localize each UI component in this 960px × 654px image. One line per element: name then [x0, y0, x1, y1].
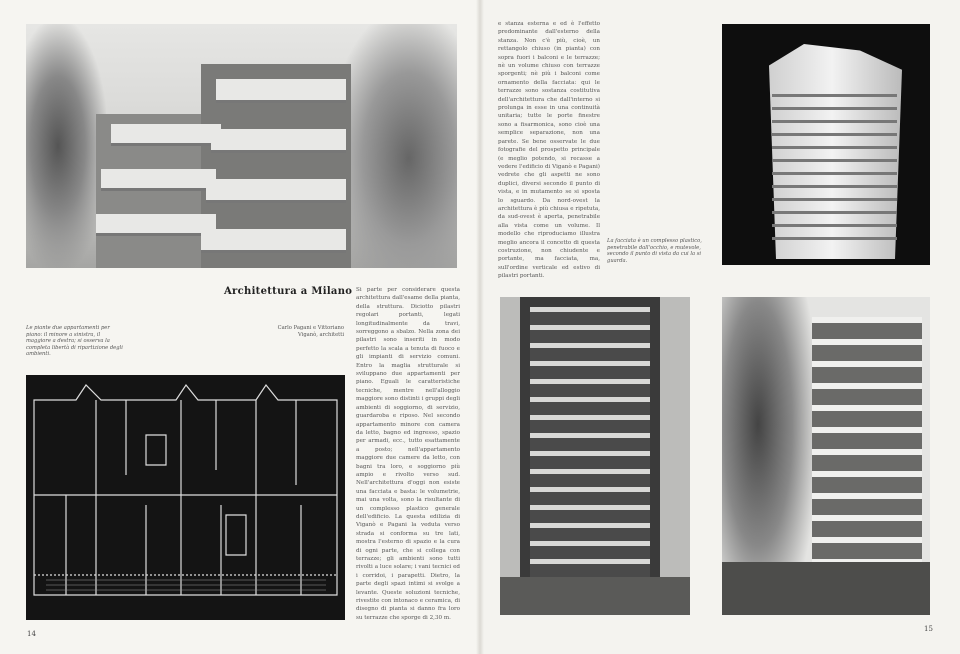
building-photo-northwest	[500, 297, 690, 615]
plan-caption: Le piante due appartamenti per piano: il minore a sinistra, il maggiore a destra; si osserva la completa libertà di ripartizione degli ambienti.	[26, 325, 123, 358]
building-photo-top	[26, 24, 457, 268]
building-photo-southwest	[722, 297, 930, 615]
page-number-left: 14	[27, 630, 36, 638]
model-photo	[722, 24, 930, 265]
right-page	[480, 0, 960, 654]
page-number-right: 15	[924, 625, 933, 633]
authors-credit: Carlo Pagani e Vittoriano Viganò, architetti	[277, 325, 344, 338]
right-body-text: e stanza esterna e ed è l'effetto predominante dall'esterno della stanza. Non c'è più, cioè, un rettangolo chiuso (in pianta) con sopra fuori i balconi e le terrazze; nè un volume chiuso con terrazze sporgenti; nè più i balconi come ornamento della facciata: qui le terrazze sono sostanza costitutiva dell'architettura che dall'interno si prolunga in esse in una continuità unitaria; tutte le porte finestre sono a fisarmonica, sono cioè una semplice separazione, non una parete. Se bene osservate le due fotografie del prospetto principale (e meglio potendo, si recasse a vedere l'edificio di Viganò e Pagani) vedrete che gli aspetti ne sono duplici, diversi secondo il punto di vista, e in mutamento se si sposta lo sguardo. Da nord-ovest la architettura è più chiusa e ripetuta, da sud-ovest è aperta, penetrabile alla vista come un volume. Il modello che riproduciamo illustra meglio ancora il concetto di questa costruzione, non chiudente e portante, ma facciata, ma, sull'ordine verticale ed estivo di pilastri portanti.	[498, 21, 600, 280]
model-caption: La facciata è un complesso plastico, penetrabile dall'occhio, e mutevole, secondo il punto di vista da cui la si guarda.	[607, 238, 702, 264]
article-title: Architettura a Milano	[224, 286, 353, 297]
spread-gutter	[476, 0, 484, 654]
floor-plan	[26, 375, 345, 620]
left-body-text: Si parte per considerare questa architettura dall'esame della pianta, della struttura. Diciotto pilastri regolari portanti, legati longitudinalmente da travi, sorreggono a sbalzo. Nella zona dei pilastri sono inseriti in modo perfetto la scala a tenuta di fuoco e gli impianti di servizio comuni. Entro la maglia strutturale si sviluppano due appartamenti per piano. Eguali le caratteristiche tecniche, mentre nell'alloggio maggiore sono distinti i gruppi degli ambienti di soggiorno, di servizio, guardaroba e riposo. Nel secondo appartamento minore con camera da letto, bagno ed ingresso, spazio per armadi, ecc., tutto esattamente a posto; nell'appartamento maggiore due camere da letto, con bagni tra loro, e soggiorno più ampio e rivolto verso sud. Nell'architettura d'oggi non esiste una facciata e basta: le volumetrie, mai una volta, sono la risultante di un complesso plastico generale dell'edificio. La questa edilizia di Viganò e Pagani la veduta verso strada si conforma su tre lati, mostra l'esterno di spazio e la cura di ogni parte, che si collega con terrazze; gli ambienti sono tutti rivolti a luce solare; i vani tecnici ed i corridoi, i parapetti. Dietro, la parte degli spazi intimi si svolge a levante. Queste soluzioni tecniche, rivestite con intonaco e ceramica, di disegno di pianta si danno fra loro su terrazze che sporge di 2,30 m.	[356, 287, 460, 621]
floor-plan-drawing	[26, 375, 345, 620]
